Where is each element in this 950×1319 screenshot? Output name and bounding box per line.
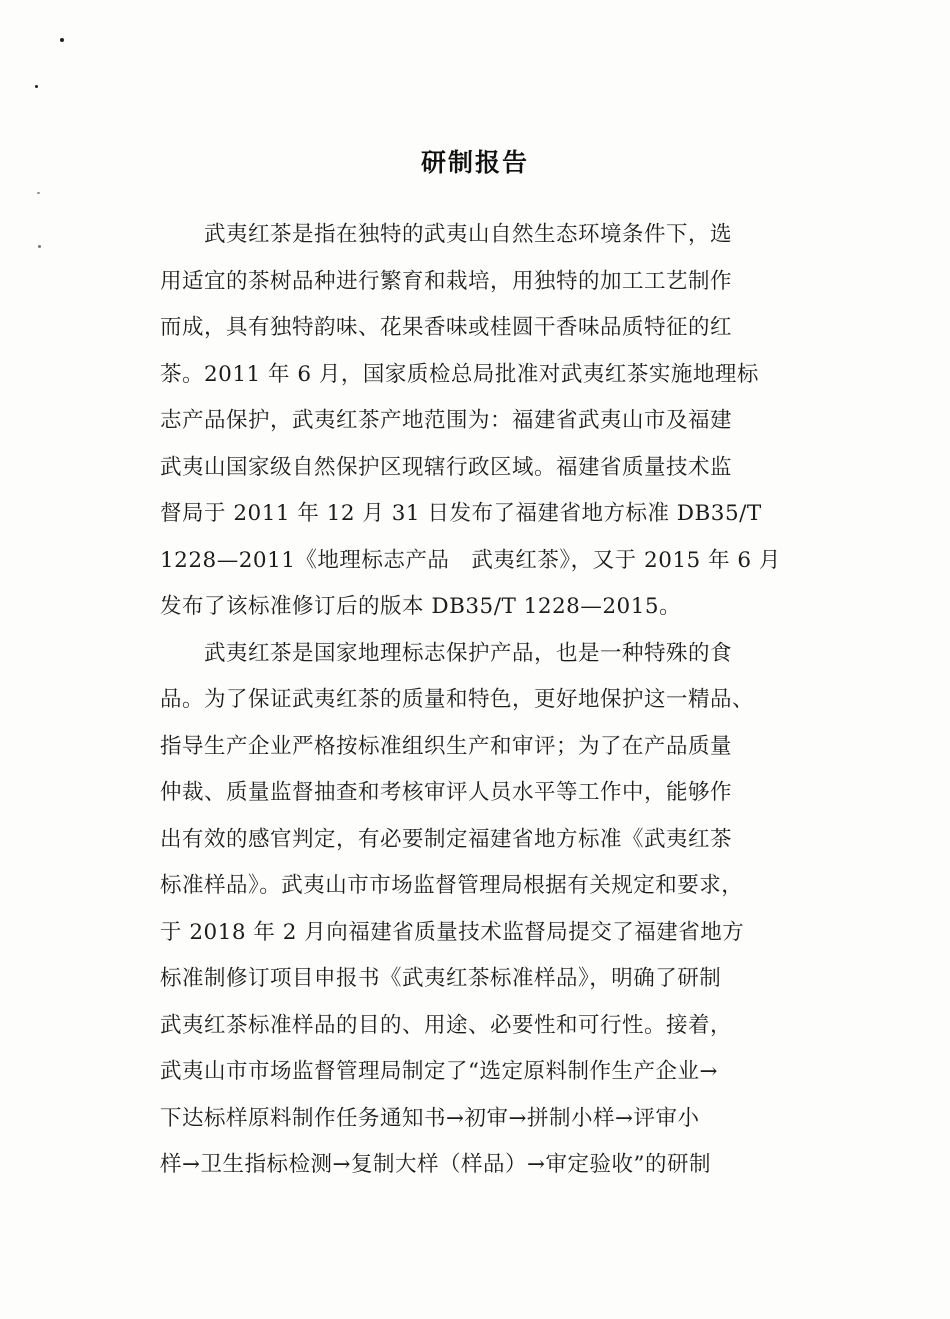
text-line: 茶。2011 年 6 月，国家质检总局批准对武夷红茶实施地理标 <box>160 361 759 387</box>
text-line: 武夷红茶标准样品的目的、用途、必要性和可行性。接着， <box>160 1012 733 1038</box>
scan-speck <box>35 85 38 88</box>
text-line: 武夷红茶是指在独特的武夷山自然生态环境条件下，选 <box>160 222 733 247</box>
scan-speck <box>60 38 64 42</box>
text-line: 武夷山国家级自然保护区现辖行政区域。福建省质量技术监 <box>160 454 733 480</box>
text-line: 出有效的感官判定，有必要制定福建省地方标准《武夷红茶 <box>160 826 733 852</box>
text-line: 1228—2011《地理标志产品 武夷红茶》，又于 2015 年 6 月 <box>160 547 781 573</box>
text-line: 指导生产企业严格按标准组织生产和审评；为了在产品质量 <box>160 733 733 759</box>
text-line: 于 2018 年 2 月向福建省质量技术监督局提交了福建省地方 <box>160 919 745 945</box>
scan-speck <box>38 245 41 248</box>
text-line: 样→卫生指标检测→复制大样（样品）→审定验收”的研制 <box>160 1152 712 1177</box>
document-title: 研制报告 <box>420 148 529 177</box>
text-line: 仲裁、质量监督抽查和考核审评人员水平等工作中，能够作 <box>160 780 733 805</box>
text-line: 志产品保护，武夷红茶产地范围为：福建省武夷山市及福建 <box>160 408 733 433</box>
document-body <box>160 212 796 1189</box>
scan-speck <box>37 192 40 194</box>
text-line: 督局于 2011 年 12 月 31 日发布了福建省地方标准 DB35/T <box>160 501 762 526</box>
text-line: 武夷红茶是国家地理标志保护产品，也是一种特殊的食 <box>160 640 733 666</box>
text-line: 下达标样原料制作任务通知书→初审→拼制小样→评审小 <box>160 1105 700 1131</box>
text-line: 武夷山市市场监督管理局制定了“选定原料制作生产企业→ <box>160 1059 719 1084</box>
text-line: 而成，具有独特韵味、花果香味或桂圆干香味品质特征的红 <box>160 315 733 340</box>
text-line: 品。为了保证武夷红茶的质量和特色，更好地保护这一精品、 <box>160 687 755 712</box>
text-line: 标准制修订项目申报书《武夷红茶标准样品》，明确了研制 <box>160 966 722 991</box>
text-line: 发布了该标准修订后的版本 DB35/T 1228—2015。 <box>160 594 682 619</box>
text-line: 标准样品》。武夷山市市场监督管理局根据有关规定和要求， <box>160 873 744 898</box>
text-line: 用适宜的茶树品种进行繁育和栽培，用独特的加工工艺制作 <box>160 268 733 294</box>
